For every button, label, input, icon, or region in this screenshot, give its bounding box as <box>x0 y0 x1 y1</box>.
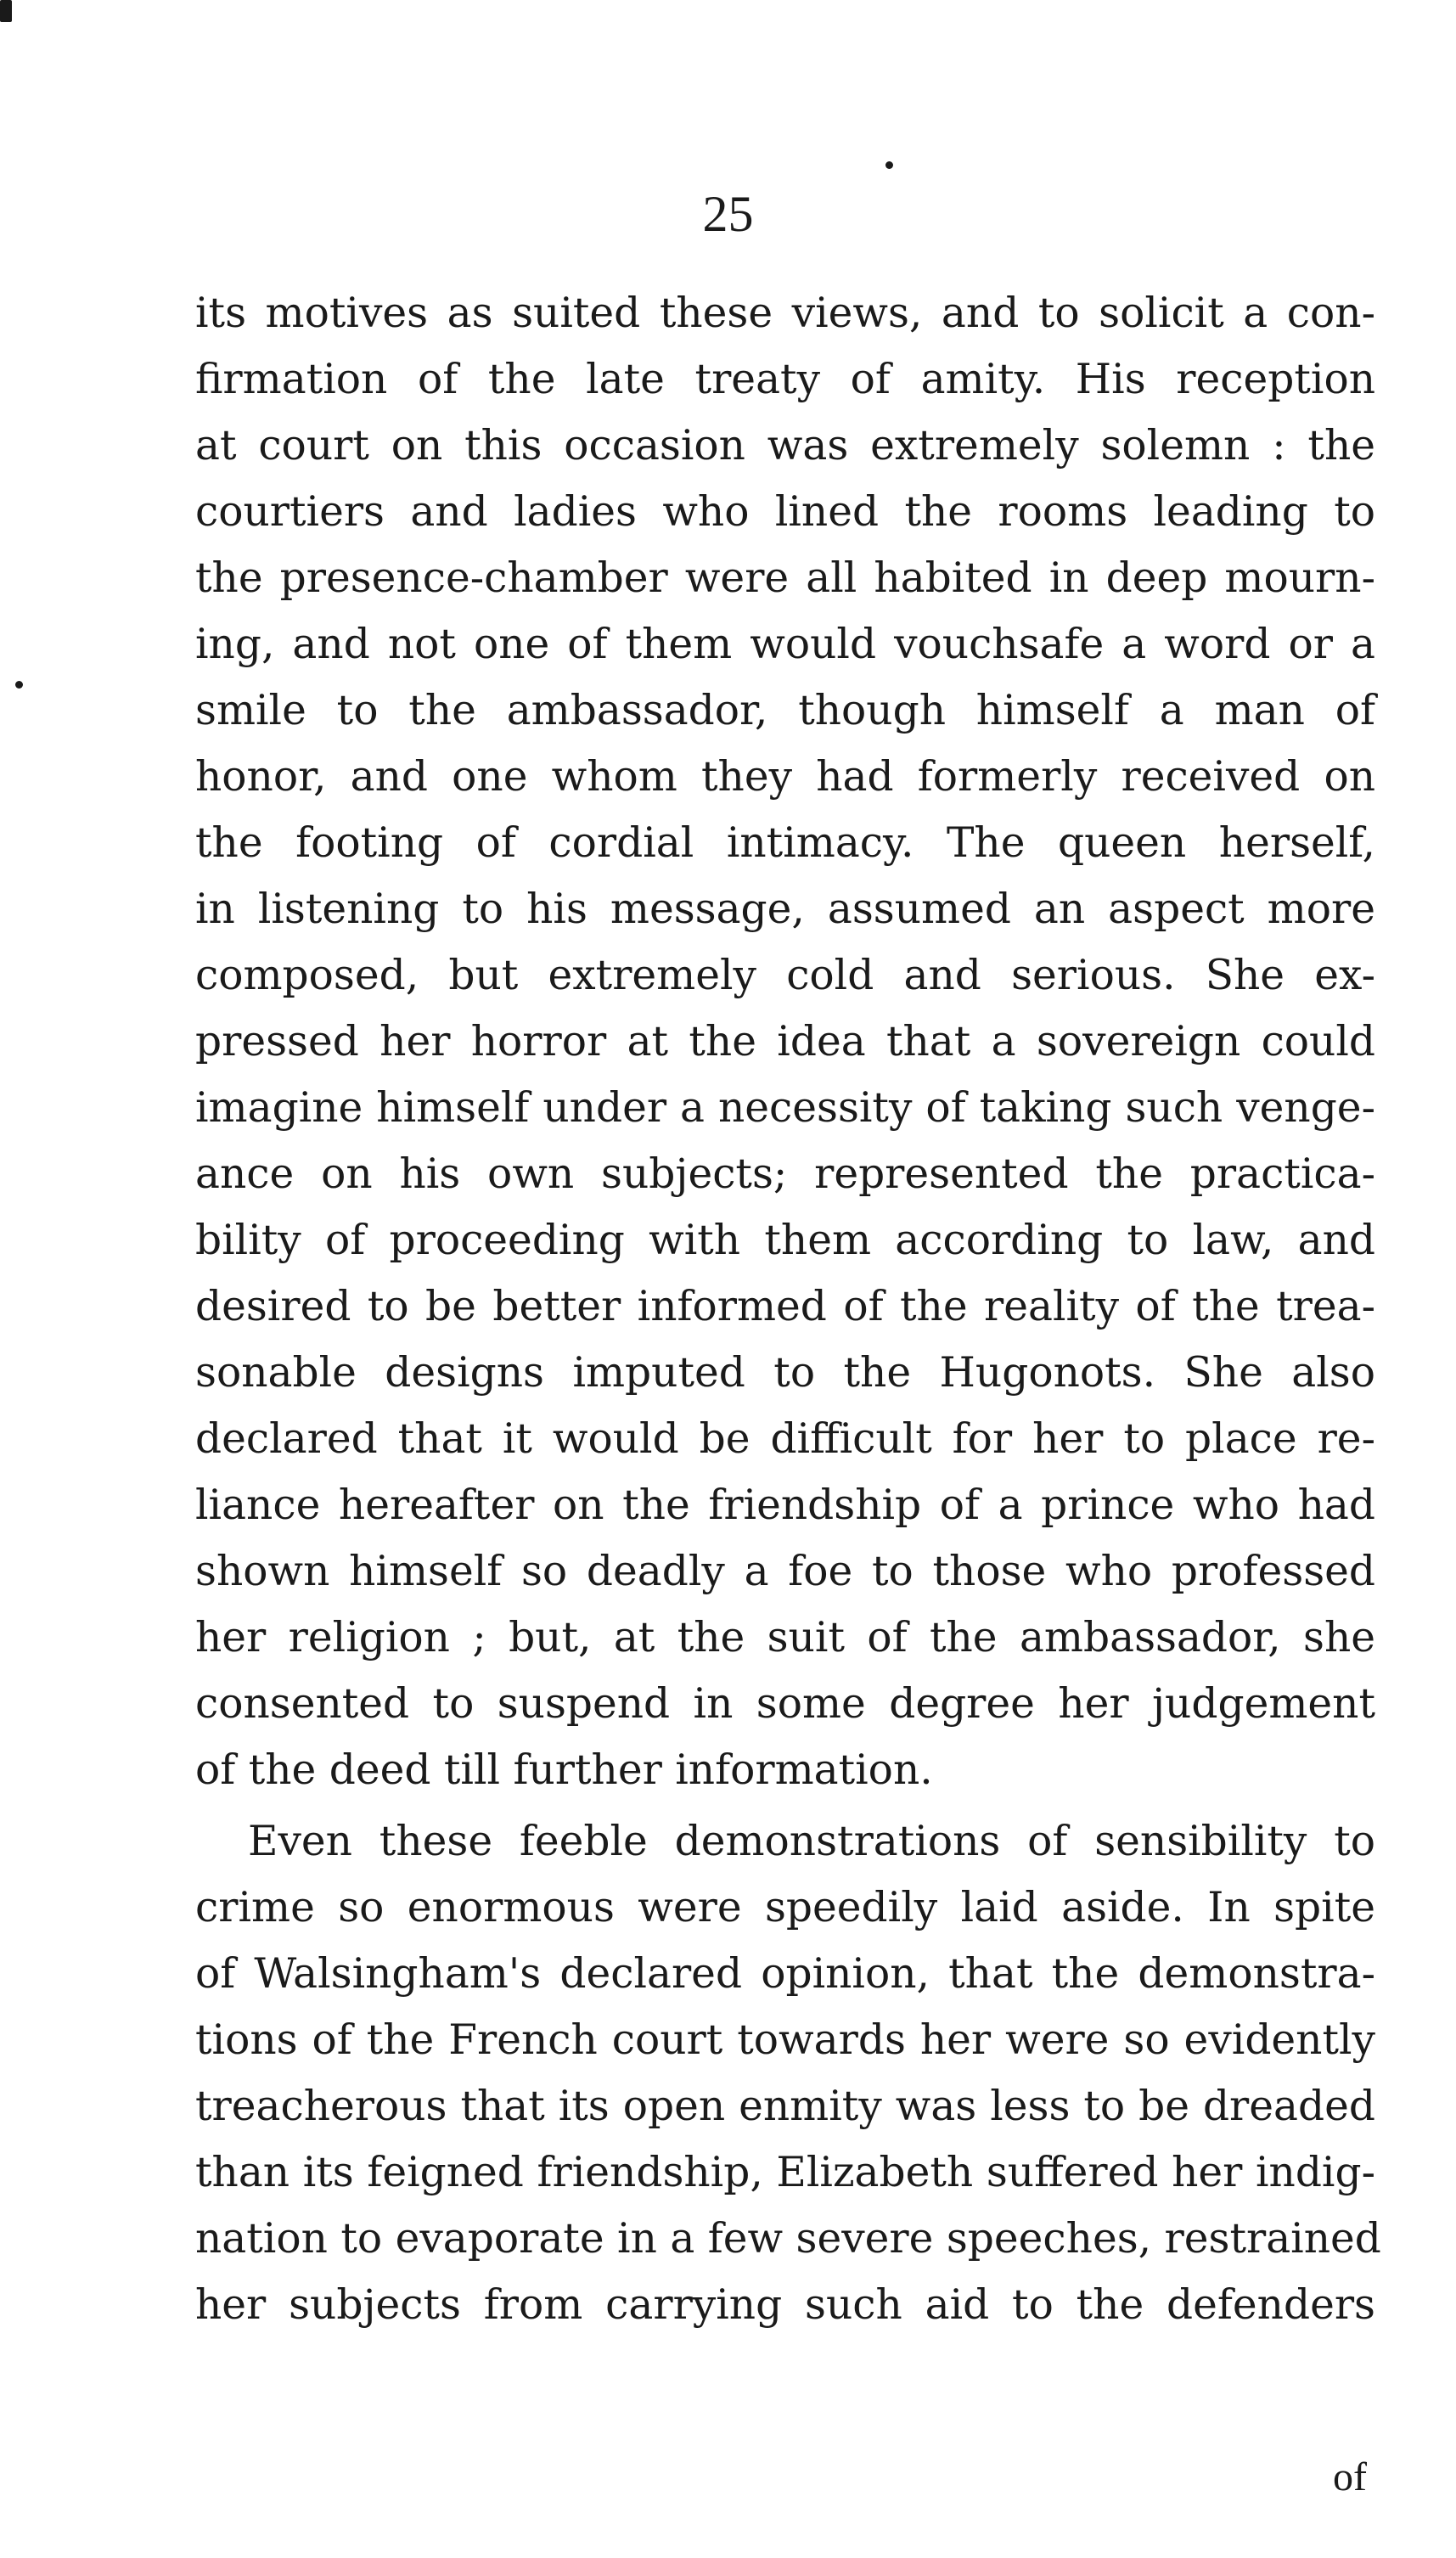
text-line: her subjects from carrying such aid to the defenders <box>195 2281 1375 2329</box>
paragraph <box>195 1808 1381 2338</box>
body-text <box>195 280 1381 2338</box>
text-line: the presence-chamber were all habited in deep mourn- <box>195 554 1375 602</box>
text-line: of the deed till further information. <box>195 1746 933 1794</box>
text-line: smile to the ambassador, though himself a man of <box>195 687 1375 734</box>
text-line: the footing of cordial intimacy. The queen herself, <box>195 819 1375 867</box>
text-line: consented to suspend in some degree her judgement <box>195 1680 1375 1728</box>
corner-ink-mark <box>0 0 12 22</box>
text-line: in listening to his message, assumed an aspect more <box>195 885 1375 933</box>
text-line: pressed her horror at the idea that a sovereign could <box>195 1018 1375 1065</box>
text-line: honor, and one whom they had formerly received on <box>195 753 1375 801</box>
page-number: 25 <box>702 186 754 242</box>
text-line: crime so enormous were speedily laid aside. In spite <box>195 1884 1375 1931</box>
text-line: imagine himself under a necessity of taking such venge- <box>195 1084 1375 1132</box>
ink-speck <box>885 161 893 169</box>
text-line: shown himself so deadly a foe to those who professed <box>195 1548 1375 1595</box>
text-line: courtiers and ladies who lined the rooms leading to <box>195 488 1375 536</box>
text-line: desired to be better informed of the reality of the trea- <box>195 1283 1375 1330</box>
text-line: bility of proceeding with them according to law, and <box>195 1217 1375 1264</box>
text-line: treacherous that its open enmity was less to be dreaded <box>195 2083 1375 2130</box>
text-line: Even these feeble demonstrations of sensibility to <box>248 1818 1375 1865</box>
catchword: of <box>1333 2454 1367 2499</box>
text-line: tions of the French court towards her were so evidently <box>195 2016 1375 2064</box>
text-line: than its feigned friendship, Elizabeth suffered her indig- <box>195 2149 1375 2196</box>
text-line: its motives as suited these views, and to solicit a con- <box>195 290 1375 337</box>
text-line: sonable designs imputed to the Hugonots. She also <box>195 1349 1375 1397</box>
text-line: at court on this occasion was extremely solemn : the <box>195 422 1375 469</box>
text-line: her religion ; but, at the suit of the ambassador, she <box>195 1614 1375 1661</box>
text-line: liance hereafter on the friendship of a prince who had <box>195 1481 1375 1529</box>
text-line: nation to evaporate in a few severe speeches, restrained <box>195 2215 1381 2263</box>
text-line: of Walsingham's declared opinion, that the demonstra- <box>195 1950 1375 1998</box>
text-line: composed, but extremely cold and serious. She ex- <box>195 952 1375 999</box>
paragraph <box>195 280 1375 1803</box>
text-line: declared that it would be difficult for her to place re- <box>195 1415 1375 1463</box>
text-line: firmation of the late treaty of amity. His reception <box>195 356 1375 403</box>
ink-speck <box>15 681 23 689</box>
text-line: ing, and not one of them would vouchsafe a word or a <box>195 621 1375 668</box>
text-line: ance on his own subjects; represented the practica- <box>195 1150 1375 1198</box>
